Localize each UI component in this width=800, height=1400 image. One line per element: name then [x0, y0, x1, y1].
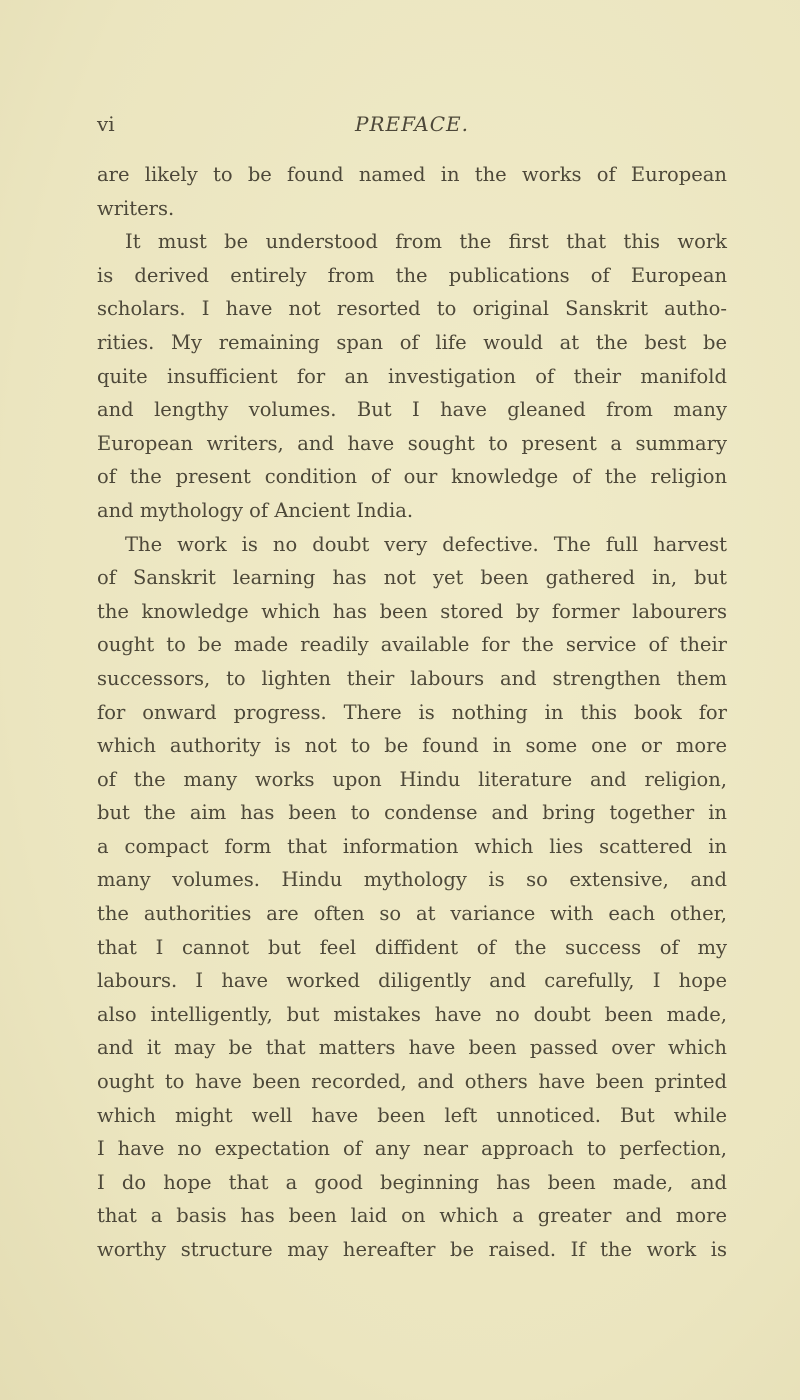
text-line: of Sanskrit learning has not yet been gathered in, but [97, 566, 727, 590]
text-line: and lengthy volumes. But I have gleaned from many [97, 398, 727, 422]
text-line: The work is no doubt very defective. The full harvest [125, 532, 727, 556]
text-line: ought to be made readily available for the service of their [97, 633, 727, 657]
text-line: I have no expectation of any near approach to perfection, [97, 1137, 727, 1161]
text-line: and it may be that matters have been passed over which [97, 1036, 727, 1060]
text-line: labours. I have worked diligently and carefully, I hope [97, 969, 727, 993]
text-line: for onward progress. There is nothing in this book for [97, 700, 727, 724]
page-header [97, 112, 727, 140]
text-line: I do hope that a good beginning has been made, and [97, 1170, 727, 1194]
text-line: is derived entirely from the publications of European [97, 263, 727, 287]
running-title: PREFACE. [355, 112, 469, 136]
text-line: the knowledge which has been stored by former labourers [97, 599, 727, 623]
text-line: but the aim has been to condense and bring together in [97, 801, 727, 825]
text-line: It must be understood from the first that this work [125, 230, 727, 254]
text-line: quite insufficient for an investigation of their manifold [97, 364, 727, 388]
text-line: of the many works upon Hindu literature and religion, [97, 767, 727, 791]
text-line: European writers, and have sought to present a summary [97, 431, 727, 455]
text-line: that a basis has been laid on which a greater and more [97, 1204, 727, 1228]
text-line: a compact form that information which lies scattered in [97, 834, 727, 858]
page-number: vi [97, 112, 115, 136]
text-line: worthy structure may hereafter be raised. If the work is [97, 1238, 727, 1261]
text-line: which authority is not to be found in some one or more [97, 734, 727, 758]
text-line: are likely to be found named in the works of European [97, 163, 727, 186]
text-line: many volumes. Hindu mythology is so extensive, and [97, 868, 727, 892]
text-line: that I cannot but feel diffident of the success of my [97, 935, 727, 959]
text-line: rities. My remaining span of life would at the best be [97, 330, 727, 354]
text-line: successors, to lighten their labours and strengthen them [97, 666, 727, 690]
text-line: of the present condition of our knowledge of the religion [97, 465, 727, 489]
text-line: which might well have been left unnoticed. But while [97, 1103, 727, 1127]
text-line: and mythology of Ancient India. [97, 498, 414, 522]
text-line: writers. [97, 196, 175, 220]
text-line: ought to have been recorded, and others have been printed [97, 1070, 727, 1094]
text-line: scholars. I have not resorted to original Sanskrit autho- [97, 297, 727, 321]
text-line: the authorities are often so at variance with each other, [97, 902, 727, 926]
body-text [97, 160, 727, 1269]
text-line: also intelligently, but mistakes have no doubt been made, [97, 1002, 727, 1026]
